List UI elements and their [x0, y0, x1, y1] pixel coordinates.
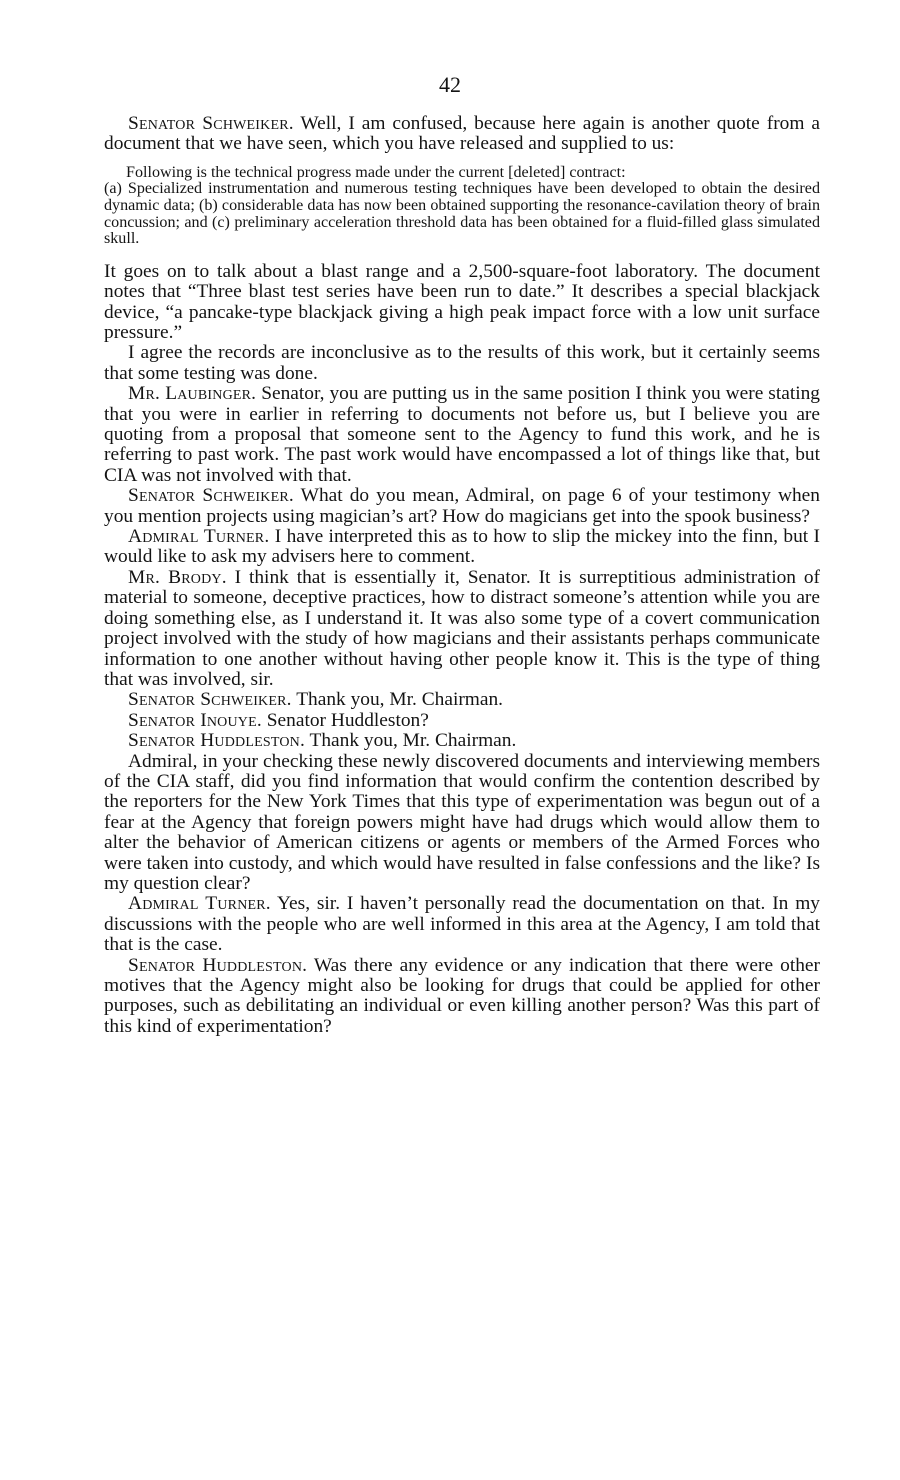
paragraph-text: Senator Huddleston?: [261, 709, 429, 731]
paragraph-text: I have interpreted this as to how to slip the mickey into the finn, but I would like to ask my advisers here to comment.: [104, 526, 820, 568]
paragraph-text: I think that is essentially it, Senator. It is surreptitious administration of material to someone, deceptive practices, how to distract someone’s attention while you are doing something else, as I understand it. It was also some type of a covert communication project involved with the study of how magicians and their assistants perhaps communicate information to one another without having other people know it. This is the type of thing that was involved, sir.: [104, 566, 821, 690]
paragraph-text: Senator, you are putting us in the same position I think you were stating that you were in earlier in referring to documents not before us, but I believe you are quoting from a proposal that someone sent to the Agency to fund this work, and he is referring to past work. The past work would have encompassed a lot of things like that, but CIA was not involved with that.: [104, 383, 820, 486]
speaker-name: Senator Schweiker.: [128, 689, 292, 711]
paragraph-text: Well, I am confused, because here again is another quote from a document that we have seen, which you have released and supplied to us:: [104, 113, 820, 155]
paragraph-blast-range: It goes on to talk about a blast range and a 2,500-square-foot laboratory. The document notes that “Three blast test series have been run to date.” It describes a special blackjack device, “a pancake-type blackjack giving a high peak impact force with a low unit surface pressure.”: [104, 260, 820, 343]
paragraph-text: Thank you, Mr. Chairman.: [291, 689, 504, 711]
speaker-name: Senator Huddleston.: [128, 730, 305, 752]
paragraph-text: Was there any evidence or any indication that there were other motives that the Agency might also be looking for drugs that could be applied for other purposes, such as debilitating an individual or even killing another person? Was this part of this kind of experimentation?: [104, 954, 820, 1037]
page-number: 42: [439, 72, 461, 97]
quote-line: (a) Specialized instrumentation and numerous testing techniques have been developed to obtain the desired dynamic data; (b) considerable data has now been obtained supporting the resonance-cavilation theory of brain concussion; and (c) preliminary acceleration threshold data has been obtained for a fluid-filled glass simulated skull.: [104, 180, 820, 248]
paragraph-huddleston-motives: [104, 956, 820, 1038]
paragraph-laubinger: [104, 384, 820, 486]
speaker-name: Senator Huddleston.: [128, 954, 308, 976]
block-quote: [104, 165, 820, 248]
speaker-name: Admiral Turner.: [128, 526, 270, 548]
paragraph-schweiker-magician: [104, 486, 820, 527]
body-text: [104, 114, 820, 1037]
speaker-name: Senator Schweiker.: [128, 485, 294, 507]
quote-line: Following is the technical progress made under the current [deleted] contract:: [126, 163, 626, 181]
paragraph-text: Thank you, Mr. Chairman.: [305, 730, 517, 752]
paragraph-schweiker-confused: [104, 114, 820, 155]
paragraph-huddleston-thanks: [104, 731, 820, 751]
speaker-name: Mr. Brody.: [128, 566, 227, 588]
paragraph-turner-answer: [104, 894, 820, 955]
speaker-name: Admiral Turner.: [128, 893, 271, 915]
paragraph-turner-mickey: [104, 527, 820, 568]
paragraph-records-inconclusive: I agree the records are inconclusive as to the results of this work, but it certainly seems that some testing was done.: [104, 342, 820, 384]
speaker-name: Mr. Laubinger.: [128, 383, 257, 405]
paragraph-text: What do you mean, Admiral, on page 6 of your testimony when you mention projects using magician’s art? How do magicians get into the spook business?: [104, 485, 820, 527]
paragraph-text: Yes, sir. I haven’t personally read the documentation on that. In my discussions with the people who are well informed in this area at the Agency, I am told that that is the case.: [104, 893, 820, 956]
paragraph-schweiker-thanks: [104, 690, 820, 710]
paragraph-huddleston-question: Admiral, in your checking these newly discovered documents and interviewing members of the CIA staff, did you find information that would confirm the contention described by the reporters for the New York Times that this type of experimentation was begun out of a fear at the Agency that foreign powers might have had drugs which would allow them to alter the behavior of American citizens or agents or members of the Armed Forces who were taken into custody, and which would have resulted in false confessions and the like? Is my question clear?: [104, 750, 820, 894]
speaker-name: Senator Schweiker.: [128, 113, 294, 134]
speaker-name: Senator Inouye.: [128, 709, 262, 731]
paragraph-brody: [104, 568, 820, 690]
paragraph-inouye: [104, 711, 820, 731]
